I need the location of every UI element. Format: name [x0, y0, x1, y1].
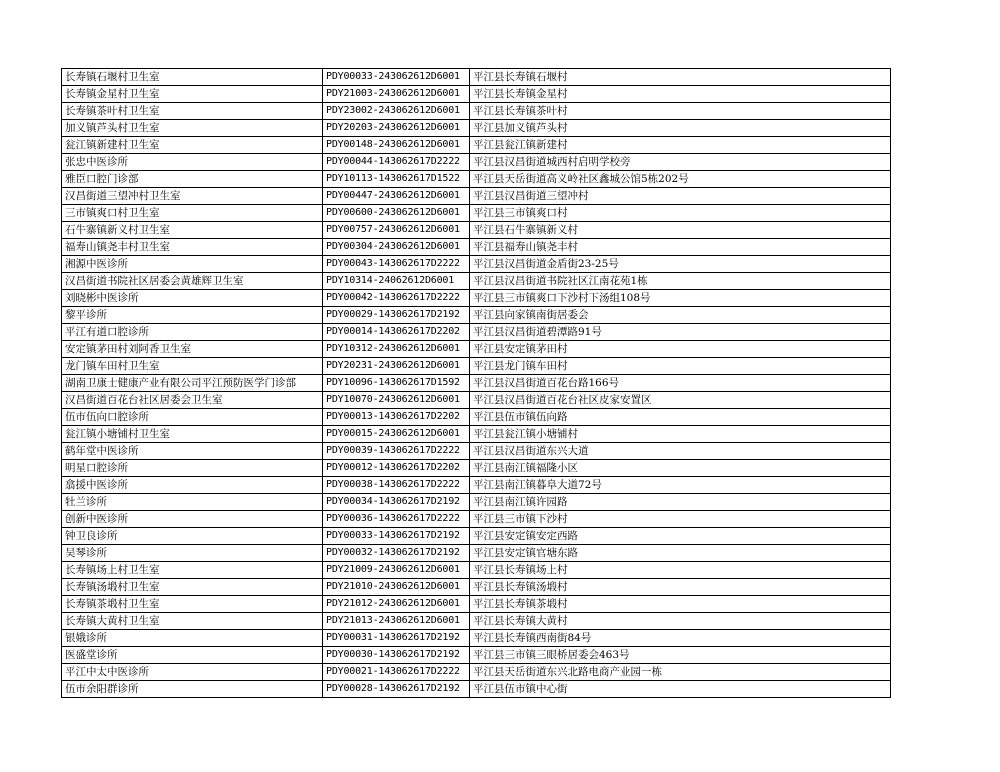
table-row	[62, 409, 891, 426]
clinic-name-cell: 鹤年堂中医诊所	[62, 443, 323, 460]
table-row	[62, 511, 891, 528]
license-code-cell: PDY00029-143062617D2192	[323, 307, 470, 324]
table-row	[62, 613, 891, 630]
address-cell: 平江县南江镇福隆小区	[470, 460, 891, 477]
address-cell: 平江县汉昌街道碧潭路91号	[470, 324, 891, 341]
clinic-name-cell: 钟卫良诊所	[62, 528, 323, 545]
license-code-cell: PDY21010-243062612D6001	[323, 579, 470, 596]
clinic-name-cell: 福寿山镇尧丰村卫生室	[62, 239, 323, 256]
address-cell: 平江县汉昌街道东兴大道	[470, 443, 891, 460]
address-cell: 平江县天岳街道高义岭社区鑫城公馆5栋202号	[470, 171, 891, 188]
clinic-name-cell: 医盛堂诊所	[62, 647, 323, 664]
address-cell: 平江县安定镇茅田村	[470, 341, 891, 358]
clinic-name-cell: 翕援中医诊所	[62, 477, 323, 494]
license-code-cell: PDY00034-143062617D2192	[323, 494, 470, 511]
clinic-name-cell: 伍市伍向口腔诊所	[62, 409, 323, 426]
clinic-name-cell: 汉昌街道书院社区居委会黄雄辉卫生室	[62, 273, 323, 290]
table-row	[62, 324, 891, 341]
license-code-cell: PDY10070-243062612D6001	[323, 392, 470, 409]
clinic-name-cell: 长寿镇汤塅村卫生室	[62, 579, 323, 596]
address-cell: 平江县安定镇官塘东路	[470, 545, 891, 562]
address-cell: 平江县长寿镇金星村	[470, 86, 891, 103]
table-row	[62, 205, 891, 222]
license-code-cell: PDY00031-143062617D2192	[323, 630, 470, 647]
address-cell: 平江县长寿镇茶塅村	[470, 596, 891, 613]
table-row	[62, 171, 891, 188]
clinic-name-cell: 平江中太中医诊所	[62, 664, 323, 681]
address-cell: 平江县伍市镇中心街	[470, 681, 891, 698]
table-row	[62, 392, 891, 409]
clinic-name-cell: 长寿镇大黄村卫生室	[62, 613, 323, 630]
table-row	[62, 443, 891, 460]
license-code-cell: PDY00033-143062617D2192	[323, 528, 470, 545]
clinic-name-cell: 安定镇茅田村刘阿香卫生室	[62, 341, 323, 358]
license-code-cell: PDY20231-243062612D6001	[323, 358, 470, 375]
license-code-cell: PDY00757-243062612D6001	[323, 222, 470, 239]
table-row	[62, 307, 891, 324]
table-row	[62, 256, 891, 273]
address-cell: 平江县天岳街道东兴北路电商产业园一栋	[470, 664, 891, 681]
table-row	[62, 494, 891, 511]
license-code-cell: PDY00600-243062612D6001	[323, 205, 470, 222]
address-cell: 平江县长寿镇茶叶村	[470, 103, 891, 120]
address-cell: 平江县向家镇南街居委会	[470, 307, 891, 324]
address-cell: 平江县三市镇三眼桥居委会463号	[470, 647, 891, 664]
license-code-cell: PDY00012-143062617D2202	[323, 460, 470, 477]
table-row	[62, 188, 891, 205]
table-row	[62, 154, 891, 171]
address-cell: 平江县长寿镇石堰村	[470, 69, 891, 86]
table-row	[62, 341, 891, 358]
table-row	[62, 69, 891, 86]
clinic-name-cell: 黎平诊所	[62, 307, 323, 324]
clinic-name-cell: 创新中医诊所	[62, 511, 323, 528]
license-code-cell: PDY00033-243062612D6001	[323, 69, 470, 86]
address-cell: 平江县汉昌街道百花台社区皮家安置区	[470, 392, 891, 409]
clinic-name-cell: 龙门镇车田村卫生室	[62, 358, 323, 375]
address-cell: 平江县汉昌街道金盾街23-25号	[470, 256, 891, 273]
clinic-name-cell: 刘晓彬中医诊所	[62, 290, 323, 307]
license-code-cell: PDY00043-143062617D2222	[323, 256, 470, 273]
license-code-cell: PDY00036-143062617D2222	[323, 511, 470, 528]
address-cell: 平江县伍市镇伍向路	[470, 409, 891, 426]
address-cell: 平江县汉昌街道三望冲村	[470, 188, 891, 205]
address-cell: 平江县瓮江镇新建村	[470, 137, 891, 154]
table-row	[62, 426, 891, 443]
license-code-cell: PDY00014-143062617D2202	[323, 324, 470, 341]
license-code-cell: PDY00304-243062612D6001	[323, 239, 470, 256]
address-cell: 平江县加义镇芦头村	[470, 120, 891, 137]
address-cell: 平江县汉昌街道城西村启明学校旁	[470, 154, 891, 171]
table-row	[62, 120, 891, 137]
license-code-cell: PDY00013-143062617D2202	[323, 409, 470, 426]
address-cell: 平江县南江镇暮阜大道72号	[470, 477, 891, 494]
address-cell: 平江县瓮江镇小塘铺村	[470, 426, 891, 443]
clinic-name-cell: 瓮江镇小塘铺村卫生室	[62, 426, 323, 443]
license-code-cell: PDY00148-243062612D6001	[323, 137, 470, 154]
address-cell: 平江县长寿镇西南街84号	[470, 630, 891, 647]
table-row	[62, 681, 891, 698]
license-code-cell: PDY00021-143062617D2222	[323, 664, 470, 681]
clinic-name-cell: 牡兰诊所	[62, 494, 323, 511]
clinic-name-cell: 长寿镇茶塅村卫生室	[62, 596, 323, 613]
table-row	[62, 137, 891, 154]
table-row	[62, 273, 891, 290]
license-code-cell: PDY21012-243062612D6001	[323, 596, 470, 613]
clinic-name-cell: 长寿镇金星村卫生室	[62, 86, 323, 103]
clinic-name-cell: 汉昌街道百花台社区居委会卫生室	[62, 392, 323, 409]
clinic-name-cell: 长寿镇石堰村卫生室	[62, 69, 323, 86]
license-code-cell: PDY21003-243062612D6001	[323, 86, 470, 103]
address-cell: 平江县长寿镇汤塅村	[470, 579, 891, 596]
license-code-cell: PDY23002-243062612D6001	[323, 103, 470, 120]
table-row	[62, 460, 891, 477]
address-cell: 平江县安定镇安定西路	[470, 528, 891, 545]
license-code-cell: PDY00032-143062617D2192	[323, 545, 470, 562]
clinic-name-cell: 伍市余阳群诊所	[62, 681, 323, 698]
clinic-table	[61, 68, 891, 698]
license-code-cell: PDY10312-243062612D6001	[323, 341, 470, 358]
clinic-name-cell: 长寿镇茶叶村卫生室	[62, 103, 323, 120]
license-code-cell: PDY10314-24062612D6001	[323, 273, 470, 290]
table-row	[62, 562, 891, 579]
table-row	[62, 239, 891, 256]
license-code-cell: PDY00044-143062617D2222	[323, 154, 470, 171]
table-row	[62, 358, 891, 375]
address-cell: 平江县三市镇爽口村	[470, 205, 891, 222]
clinic-name-cell: 三市镇爽口村卫生室	[62, 205, 323, 222]
license-code-cell: PDY00015-243062612D6001	[323, 426, 470, 443]
table-row	[62, 545, 891, 562]
table-row	[62, 375, 891, 392]
table-row	[62, 579, 891, 596]
address-cell: 平江县长寿镇场上村	[470, 562, 891, 579]
table-row	[62, 528, 891, 545]
license-code-cell: PDY00039-143062617D2222	[323, 443, 470, 460]
clinic-name-cell: 平江有道口腔诊所	[62, 324, 323, 341]
clinic-name-cell: 瓮江镇新建村卫生室	[62, 137, 323, 154]
table-row	[62, 86, 891, 103]
address-cell: 平江县汉昌街道书院社区江南花苑1栋	[470, 273, 891, 290]
address-cell: 平江县汉昌街道百花台路166号	[470, 375, 891, 392]
license-code-cell: PDY21009-243062612D6001	[323, 562, 470, 579]
table-row	[62, 647, 891, 664]
license-code-cell: PDY00030-143062617D2192	[323, 647, 470, 664]
license-code-cell: PDY20203-243062612D6001	[323, 120, 470, 137]
address-cell: 平江县南江镇许园路	[470, 494, 891, 511]
table-row	[62, 222, 891, 239]
clinic-name-cell: 张忠中医诊所	[62, 154, 323, 171]
clinic-table-body	[62, 69, 891, 698]
clinic-name-cell: 明星口腔诊所	[62, 460, 323, 477]
clinic-name-cell: 银娥诊所	[62, 630, 323, 647]
table-row	[62, 664, 891, 681]
clinic-name-cell: 湖南卫康士健康产业有限公司平江预防医学门诊部	[62, 375, 323, 392]
table-row	[62, 630, 891, 647]
license-code-cell: PDY00038-143062617D2222	[323, 477, 470, 494]
license-code-cell: PDY10113-143062617D1522	[323, 171, 470, 188]
address-cell: 平江县石牛寨镇新义村	[470, 222, 891, 239]
clinic-name-cell: 石牛寨镇新义村卫生室	[62, 222, 323, 239]
license-code-cell: PDY00447-243062612D6001	[323, 188, 470, 205]
address-cell: 平江县福寿山镇尧丰村	[470, 239, 891, 256]
address-cell: 平江县三市镇下沙村	[470, 511, 891, 528]
clinic-name-cell: 汉昌街道三望冲村卫生室	[62, 188, 323, 205]
address-cell: 平江县三市镇爽口下沙村下汤组108号	[470, 290, 891, 307]
address-cell: 平江县长寿镇大黄村	[470, 613, 891, 630]
table-row	[62, 103, 891, 120]
license-code-cell: PDY00042-143062617D2222	[323, 290, 470, 307]
clinic-name-cell: 雅臣口腔门诊部	[62, 171, 323, 188]
table-row	[62, 596, 891, 613]
clinic-name-cell: 湘源中医诊所	[62, 256, 323, 273]
license-code-cell: PDY10096-143062617D1592	[323, 375, 470, 392]
table-row	[62, 477, 891, 494]
clinic-name-cell: 加义镇芦头村卫生室	[62, 120, 323, 137]
table-row	[62, 290, 891, 307]
clinic-name-cell: 吴琴诊所	[62, 545, 323, 562]
address-cell: 平江县龙门镇车田村	[470, 358, 891, 375]
license-code-cell: PDY21013-243062612D6001	[323, 613, 470, 630]
license-code-cell: PDY00028-143062617D2192	[323, 681, 470, 698]
clinic-name-cell: 长寿镇场上村卫生室	[62, 562, 323, 579]
